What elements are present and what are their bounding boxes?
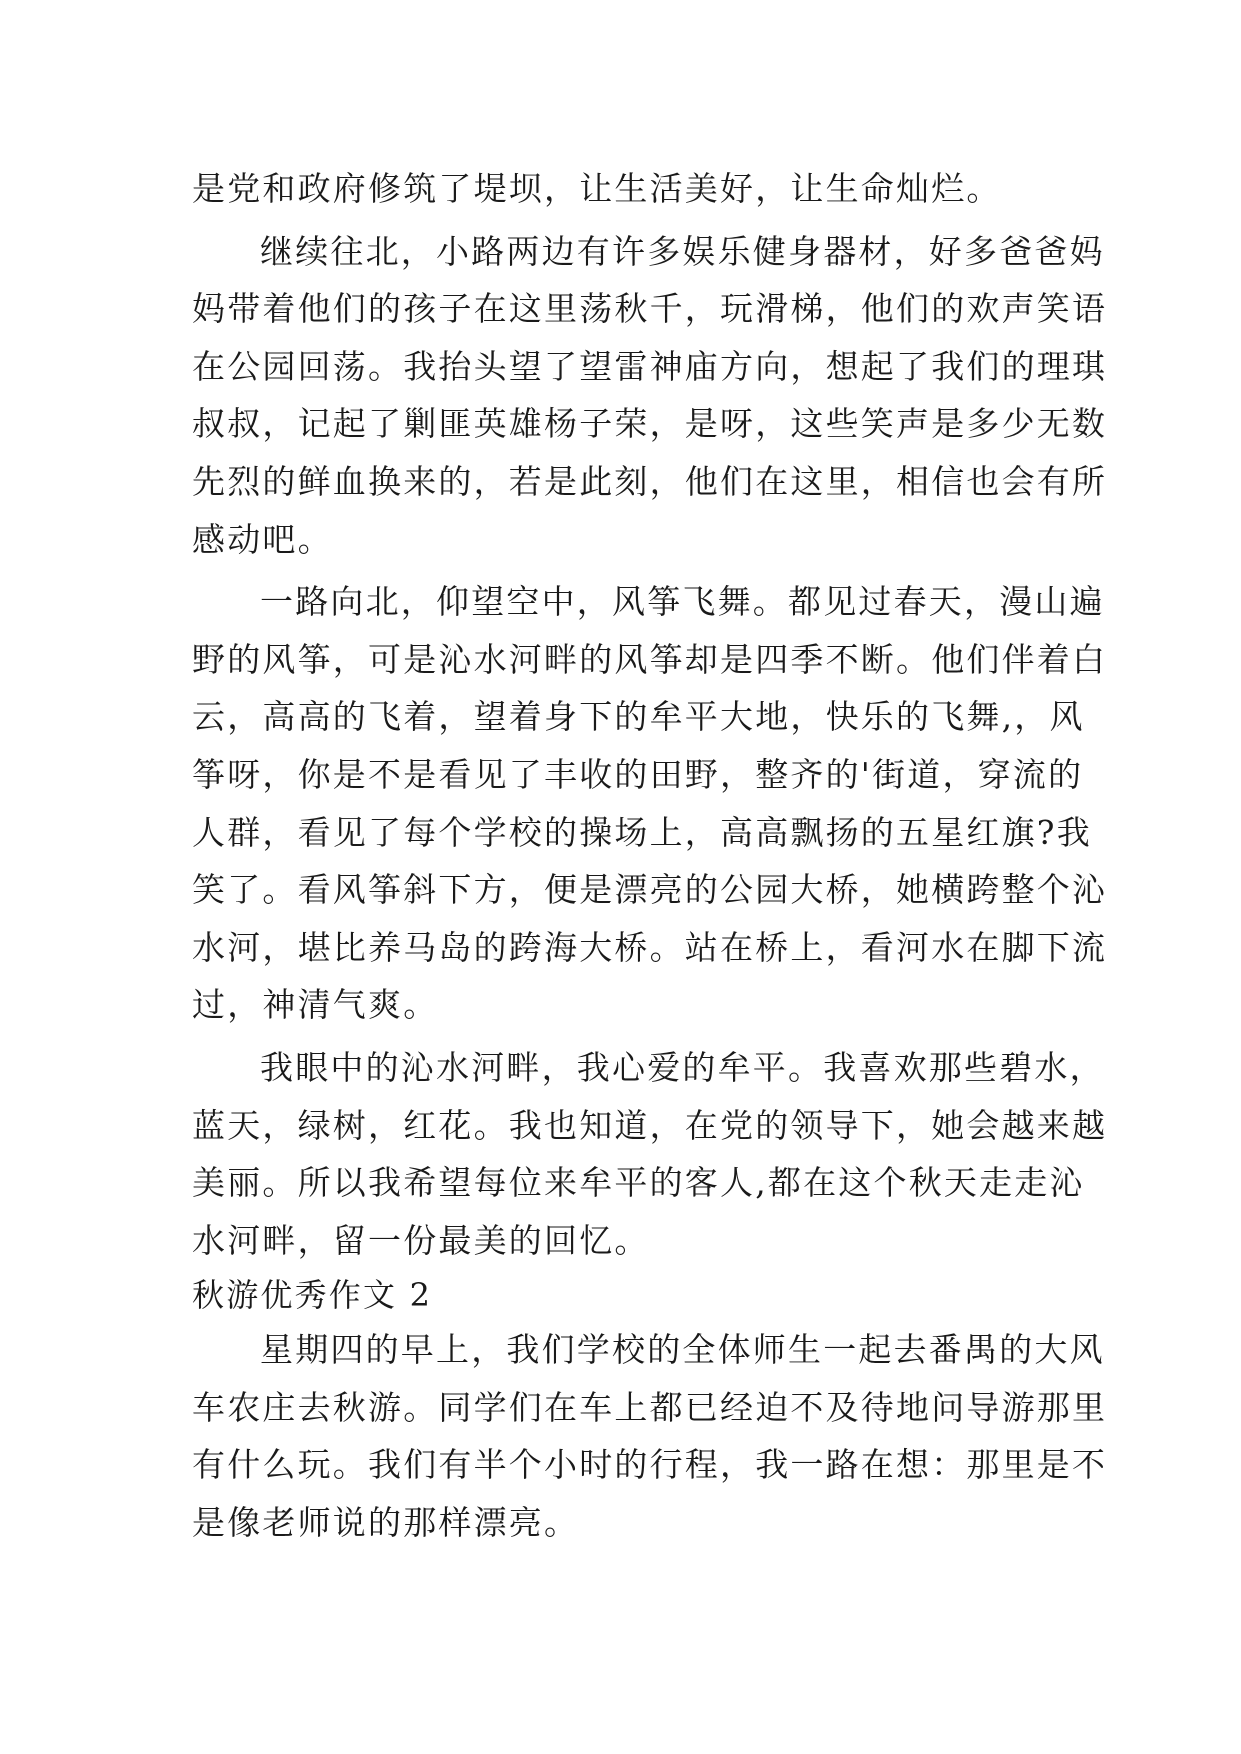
text-line: 车农庄去秋游。同学们在车上都已经迫不及待地问导游那里 [192,1387,1108,1427]
text-line: 美丽。所以我希望每位来牟平的客人,都在这个秋天走走沁 [192,1163,1085,1203]
paragraph-3 [192,573,1108,1034]
text-line: 野的风筝，可是沁水河畔的风筝却是四季不断。他们伴着白 [192,639,1108,679]
text-line: 是党和政府修筑了堤坝，让生活美好，让生命灿烂。 [192,169,1002,208]
document-body [192,160,1108,1552]
text-line: 一路向北，仰望空中，风筝飞舞。都见过春天，漫山遍 [260,582,1105,622]
section-heading: 秋游优秀作文 2 [192,1276,433,1315]
text-line: 妈带着他们的孩子在这里荡秋千，玩滑梯，他们的欢声笑语 [192,289,1108,329]
paragraph-4 [192,1039,1108,1269]
paragraph-1 [192,160,1054,218]
paragraph-2 [192,223,1108,569]
text-line: 水河，堪比养马岛的跨海大桥。站在桥上，看河水在脚下流 [192,927,1108,967]
text-line: 筝呀，你是不是看见了丰收的田野，整齐的'街道，穿流的 [192,754,1084,794]
text-line: 星期四的早上，我们学校的全体师生一起去番禺的大风 [260,1330,1105,1370]
text-line: 有什么玩。我们有半个小时的行程，我一路在想：那里是不 [192,1445,1108,1485]
text-line: 在公园回荡。我抬头望了望雷神庙方向，想起了我们的理琪 [192,346,1108,386]
text-line: 水河畔，留一份最美的回忆。 [192,1220,650,1260]
text-line: 笑了。看风筝斜下方，便是漂亮的公园大桥，她横跨整个沁 [192,870,1108,910]
text-line: 蓝天，绿树，红花。我也知道，在党的领导下，她会越来越 [192,1105,1108,1145]
text-line: 叔叔，记起了剿匪英雄杨子荣，是呀，这些笑声是多少无数 [192,404,1108,444]
text-line: 感动吧。 [192,519,333,559]
text-line: 先烈的鲜血换来的，若是此刻，他们在这里，相信也会有所 [192,461,1108,501]
text-line: 是像老师说的那样漂亮。 [192,1503,580,1543]
text-line: 过，神清气爽。 [192,985,439,1025]
text-line: 继续往北，小路两边有许多娱乐健身器材，好多爸爸妈 [260,231,1105,271]
text-line: 人群，看见了每个学校的操场上，高高飘扬的五星红旗?我 [192,812,1092,852]
text-line: 我眼中的沁水河畔，我心爱的牟平。我喜欢那些碧水， [260,1047,1105,1087]
text-line: 云，高高的飞着，望着身下的牟平大地，快乐的飞舞,，风 [192,697,1085,737]
paragraph-5 [192,1321,1108,1551]
